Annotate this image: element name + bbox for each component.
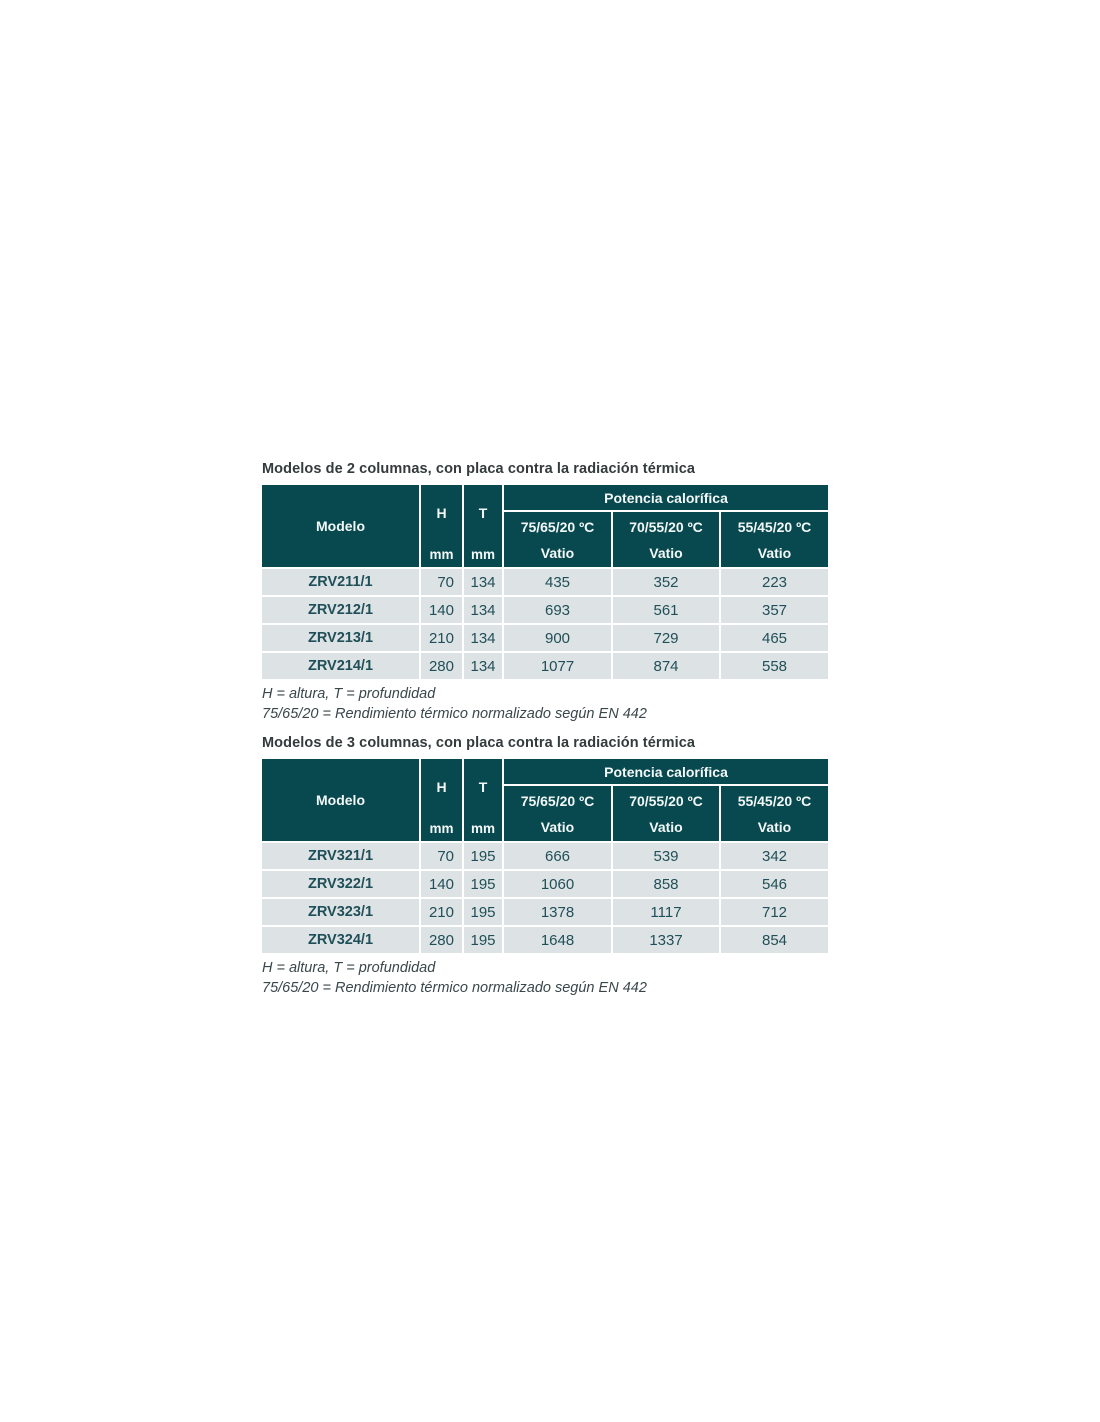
watt-unit-label: Vatio — [540, 544, 575, 561]
h-cell: 70 — [421, 569, 462, 595]
column-header-t — [464, 759, 502, 841]
footnote-line: 75/65/20 = Rendimiento térmico normalizado según EN 442 — [262, 980, 647, 996]
model-cell: ZRV214/1 — [262, 653, 419, 679]
column-group-potencia — [504, 485, 828, 567]
group-subcolumns — [504, 512, 828, 567]
column-header-55-45-20 — [721, 512, 828, 567]
spec-table-2col — [262, 485, 828, 679]
column-header-70-55-20 — [613, 512, 719, 567]
watt-cell: 561 — [613, 597, 719, 623]
t-unit-label: mm — [470, 546, 495, 562]
watt-unit-label: Vatio — [649, 818, 683, 835]
h-label: H — [436, 779, 447, 795]
watt-cell: 729 — [613, 625, 719, 651]
watt-cell: 223 — [721, 569, 828, 595]
t-cell: 195 — [464, 871, 502, 897]
model-cell: ZRV211/1 — [262, 569, 419, 595]
spec-table-3col — [262, 759, 828, 953]
t-label: T — [478, 505, 488, 521]
model-cell: ZRV323/1 — [262, 899, 419, 925]
temp-label: 55/45/20 ºC — [737, 518, 812, 535]
column-header-modelo: Modelo — [262, 485, 419, 567]
model-cell: ZRV212/1 — [262, 597, 419, 623]
model-cell: ZRV213/1 — [262, 625, 419, 651]
group-subcolumns — [504, 786, 828, 841]
watt-cell: 900 — [504, 625, 611, 651]
h-cell: 280 — [421, 653, 462, 679]
t-cell: 195 — [464, 927, 502, 953]
watt-cell: 357 — [721, 597, 828, 623]
temp-label: 75/65/20 ºC — [520, 792, 595, 809]
model-cell: ZRV322/1 — [262, 871, 419, 897]
t-cell: 134 — [464, 597, 502, 623]
watt-cell: 342 — [721, 843, 828, 869]
column-header-h — [421, 485, 462, 567]
section-title: Modelos de 3 columnas, con placa contra la radiación térmica — [262, 735, 696, 751]
watt-cell: 465 — [721, 625, 828, 651]
model-cell: ZRV321/1 — [262, 843, 419, 869]
h-cell: 280 — [421, 927, 462, 953]
h-label: H — [436, 505, 447, 521]
watt-cell: 874 — [613, 653, 719, 679]
column-header-70-55-20 — [613, 786, 719, 841]
watt-cell: 539 — [613, 843, 719, 869]
watt-cell: 546 — [721, 871, 828, 897]
watt-cell: 693 — [504, 597, 611, 623]
column-header-t — [464, 485, 502, 567]
watt-cell: 712 — [721, 899, 828, 925]
watt-cell: 558 — [721, 653, 828, 679]
footnote-line: H = altura, T = profundidad — [262, 960, 436, 976]
column-header-55-45-20 — [721, 786, 828, 841]
footnotes — [262, 684, 828, 724]
temp-label: 75/65/20 ºC — [520, 518, 595, 535]
temp-label: 70/55/20 ºC — [629, 518, 703, 535]
h-cell: 70 — [421, 843, 462, 869]
h-unit-label: mm — [429, 820, 454, 836]
watt-cell: 666 — [504, 843, 611, 869]
watt-cell: 1117 — [613, 899, 719, 925]
h-cell: 210 — [421, 625, 462, 651]
column-header-h — [421, 759, 462, 841]
h-unit-label: mm — [429, 546, 454, 562]
watt-cell: 435 — [504, 569, 611, 595]
section-title: Modelos de 2 columnas, con placa contra la radiación térmica — [262, 461, 696, 477]
footnote-line: 75/65/20 = Rendimiento térmico normalizado según EN 442 — [262, 706, 647, 722]
group-title: Potencia calorífica — [504, 485, 828, 512]
watt-cell: 858 — [613, 871, 719, 897]
footnote-line: H = altura, T = profundidad — [262, 686, 436, 702]
column-group-potencia — [504, 759, 828, 841]
h-cell: 210 — [421, 899, 462, 925]
watt-unit-label: Vatio — [540, 818, 575, 835]
t-cell: 195 — [464, 843, 502, 869]
t-label: T — [478, 779, 488, 795]
column-header-modelo: Modelo — [262, 759, 419, 841]
temp-label: 70/55/20 ºC — [629, 792, 703, 809]
footnotes — [262, 958, 828, 998]
watt-cell: 854 — [721, 927, 828, 953]
t-cell: 134 — [464, 569, 502, 595]
watt-unit-label: Vatio — [649, 544, 683, 561]
group-title: Potencia calorífica — [504, 759, 828, 786]
watt-unit-label: Vatio — [757, 544, 792, 561]
temp-label: 55/45/20 ºC — [737, 792, 812, 809]
t-cell: 134 — [464, 625, 502, 651]
t-cell: 134 — [464, 653, 502, 679]
t-cell: 195 — [464, 899, 502, 925]
watt-cell: 1077 — [504, 653, 611, 679]
model-cell: ZRV324/1 — [262, 927, 419, 953]
watt-cell: 1060 — [504, 871, 611, 897]
watt-unit-label: Vatio — [757, 818, 792, 835]
watt-cell: 352 — [613, 569, 719, 595]
column-header-75-65-20 — [504, 512, 611, 567]
section-2-columnas — [262, 461, 828, 724]
watt-cell: 1337 — [613, 927, 719, 953]
t-unit-label: mm — [470, 820, 495, 836]
h-cell: 140 — [421, 597, 462, 623]
watt-cell: 1378 — [504, 899, 611, 925]
column-header-75-65-20 — [504, 786, 611, 841]
section-3-columnas — [262, 735, 828, 998]
h-cell: 140 — [421, 871, 462, 897]
watt-cell: 1648 — [504, 927, 611, 953]
